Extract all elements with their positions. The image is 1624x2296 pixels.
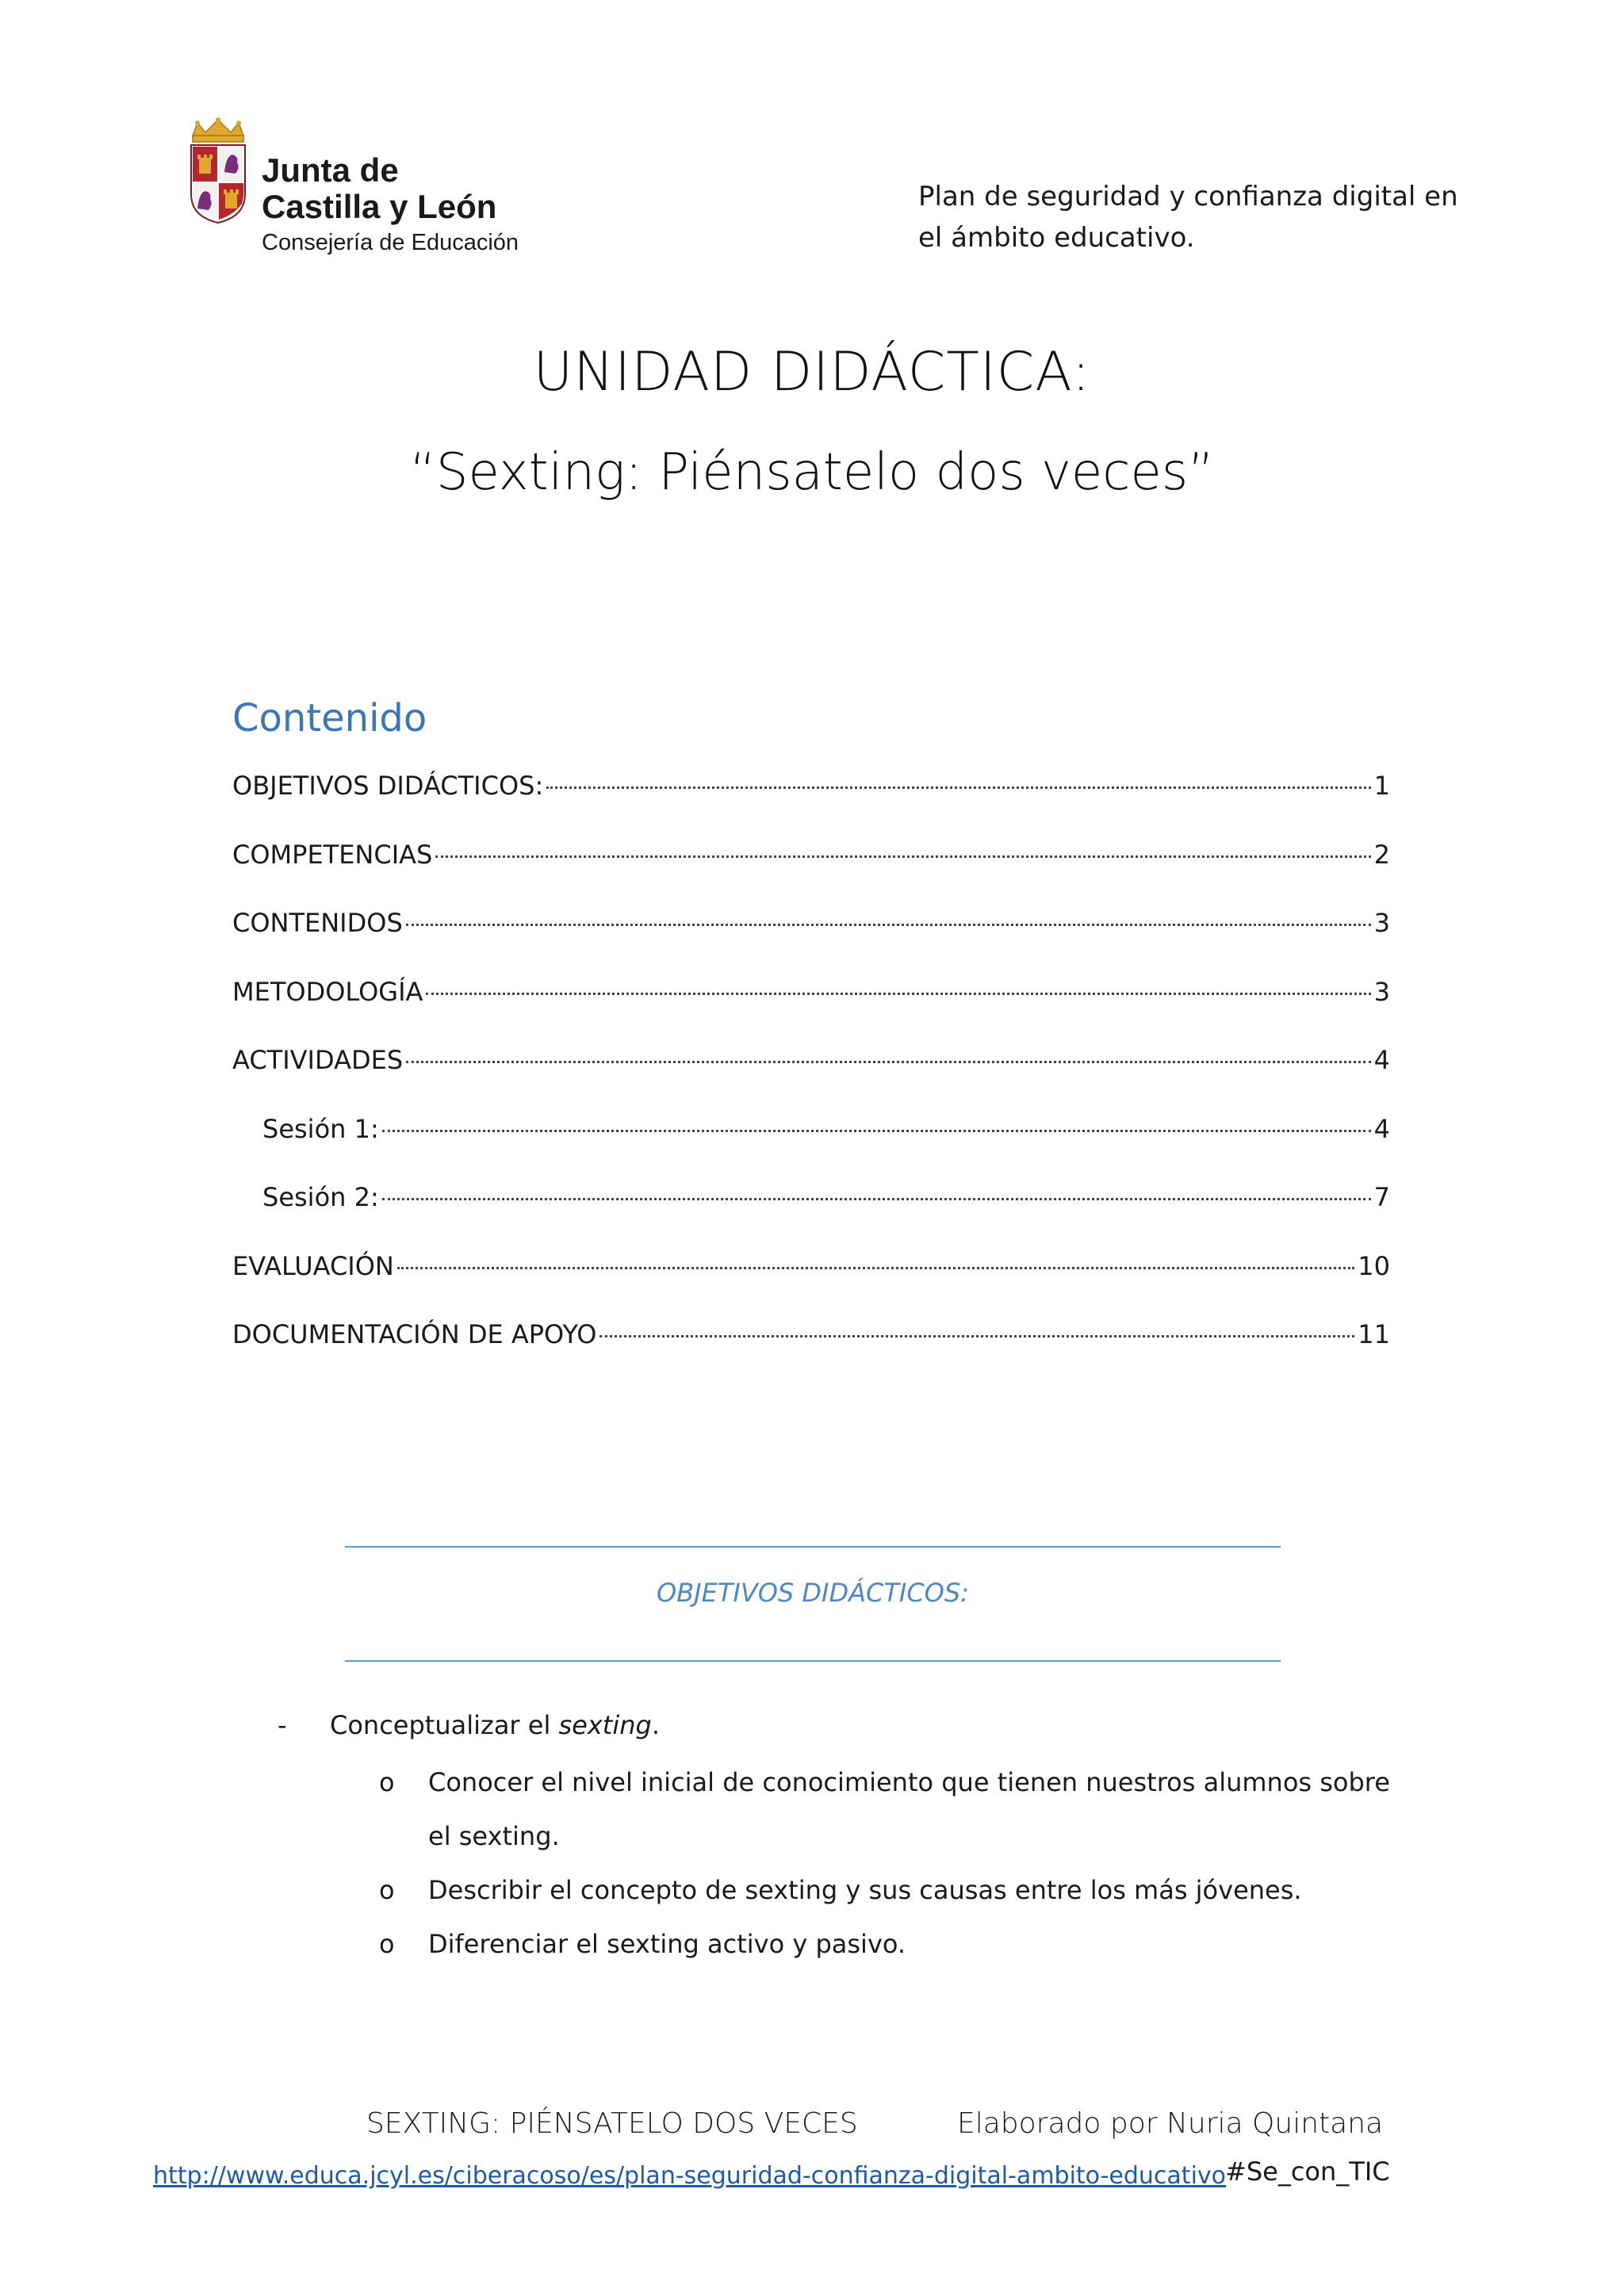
- toc-entry-competencias[interactable]: [232, 840, 1390, 909]
- toc-entry-label: Sesión 1:: [262, 1113, 379, 1144]
- objective-sub-item: [278, 1755, 1404, 1863]
- toc-dot-leader: [382, 1130, 1371, 1132]
- toc-entry-page: 2: [1373, 839, 1390, 870]
- document-title: [0, 341, 1624, 502]
- circle-bullet: o: [379, 1929, 395, 1959]
- toc-entry-label: METODOLOGÍA: [232, 976, 423, 1007]
- title-line2: “Sexting: Piénsatelo dos veces”: [409, 443, 1215, 502]
- table-of-contents: [232, 771, 1390, 1388]
- toc-entry-label: COMPETENCIAS: [232, 839, 433, 870]
- toc-entry-label: Sesión 2:: [262, 1182, 379, 1212]
- toc-entry-documentacion[interactable]: [232, 1319, 1390, 1388]
- objective-main-item: [278, 1705, 1404, 1746]
- plan-header: [918, 176, 1473, 258]
- objective-sub-text: Describir el concepto de sexting y sus causas entre los más jóvenes.: [428, 1875, 1302, 1905]
- toc-dot-leader: [599, 1335, 1354, 1337]
- toc-entry-sesion-1[interactable]: [232, 1114, 1390, 1183]
- objective-main-suffix: .: [651, 1710, 660, 1740]
- toc-heading: Contenido: [232, 696, 427, 740]
- section-banner: [345, 1546, 1281, 1662]
- dash-bullet: -: [278, 1710, 287, 1740]
- toc-entry-metodologia[interactable]: [232, 977, 1390, 1046]
- toc-entry-contenidos[interactable]: [232, 908, 1390, 977]
- toc-entry-page: 11: [1358, 1319, 1390, 1349]
- logo-wordmark: [262, 153, 496, 226]
- section-heading: OBJETIVOS DIDÁCTICOS:: [657, 1578, 969, 1608]
- toc-entry-actividades[interactable]: [232, 1045, 1390, 1114]
- toc-dot-leader: [546, 786, 1370, 789]
- toc-dot-leader: [397, 1267, 1354, 1269]
- footer-hashtag: #Se_con_TIC: [1225, 2156, 1390, 2187]
- objective-sub-item: [278, 1863, 1404, 1917]
- toc-dot-leader: [406, 1061, 1371, 1063]
- objectives-list: [278, 1705, 1404, 1971]
- junta-logo: [186, 115, 535, 274]
- toc-dot-leader: [406, 924, 1371, 926]
- toc-entry-page: 10: [1358, 1250, 1390, 1281]
- toc-entry-label: ACTIVIDADES: [232, 1045, 404, 1075]
- logo-line1: Junta de: [262, 151, 399, 189]
- plan-line2: el ámbito educativo.: [918, 222, 1195, 254]
- banner-rule-bottom: [345, 1660, 1281, 1662]
- objective-sub-item: [278, 1917, 1404, 1971]
- toc-entry-page: 4: [1373, 1045, 1390, 1075]
- toc-entry-sesion-2[interactable]: [232, 1182, 1390, 1251]
- objective-sub-text: Conocer el nivel inicial de conocimiento que tienen nuestros alumnos sobre el sexting.: [428, 1767, 1390, 1851]
- objective-sub-text: Diferenciar el sexting activo y pasivo.: [428, 1929, 906, 1959]
- toc-entry-page: 3: [1373, 908, 1390, 938]
- objective-sub-list: [278, 1755, 1404, 1971]
- toc-entry-label: DOCUMENTACIÓN DE APOYO: [232, 1319, 597, 1349]
- toc-entry-label: CONTENIDOS: [232, 908, 403, 938]
- circle-bullet: o: [379, 1875, 395, 1905]
- footer-title: SEXTING: PIÉNSATELO DOS VECES: [366, 2107, 858, 2140]
- toc-entry-page: 1: [1373, 771, 1390, 801]
- logo-line2: Castilla y León: [262, 188, 497, 225]
- toc-entry-label: OBJETIVOS DIDÁCTICOS:: [232, 771, 544, 801]
- objective-main-text: Conceptualizar el: [330, 1710, 559, 1740]
- toc-entry-evaluacion[interactable]: [232, 1251, 1390, 1320]
- toc-dot-leader: [435, 855, 1370, 858]
- logo-subtitle: Consejería de Educación: [262, 230, 519, 255]
- banner-rule-top: [345, 1546, 1281, 1548]
- toc-entry-objetivos[interactable]: [232, 771, 1390, 840]
- title-line1: UNIDAD DIDÁCTICA:: [533, 341, 1091, 404]
- circle-bullet: o: [379, 1767, 395, 1797]
- castilla-leon-coat-of-arms-icon: [186, 115, 250, 226]
- toc-dot-leader: [382, 1198, 1371, 1200]
- plan-line1: Plan de seguridad y confianza digital en: [918, 181, 1458, 212]
- toc-entry-label: EVALUACIÓN: [232, 1250, 394, 1281]
- toc-entry-page: 7: [1373, 1182, 1390, 1212]
- footer-author: Elaborado por Nuria Quintana: [957, 2107, 1384, 2140]
- footer-link[interactable]: http://www.educa.jcyl.es/ciberacoso/es/plan-seguridad-confianza-digital-ambito-educativo: [153, 2162, 1227, 2190]
- objective-main-italic: sexting: [558, 1710, 652, 1740]
- toc-dot-leader: [426, 993, 1370, 995]
- toc-entry-page: 4: [1373, 1113, 1390, 1144]
- toc-entry-page: 3: [1373, 976, 1390, 1007]
